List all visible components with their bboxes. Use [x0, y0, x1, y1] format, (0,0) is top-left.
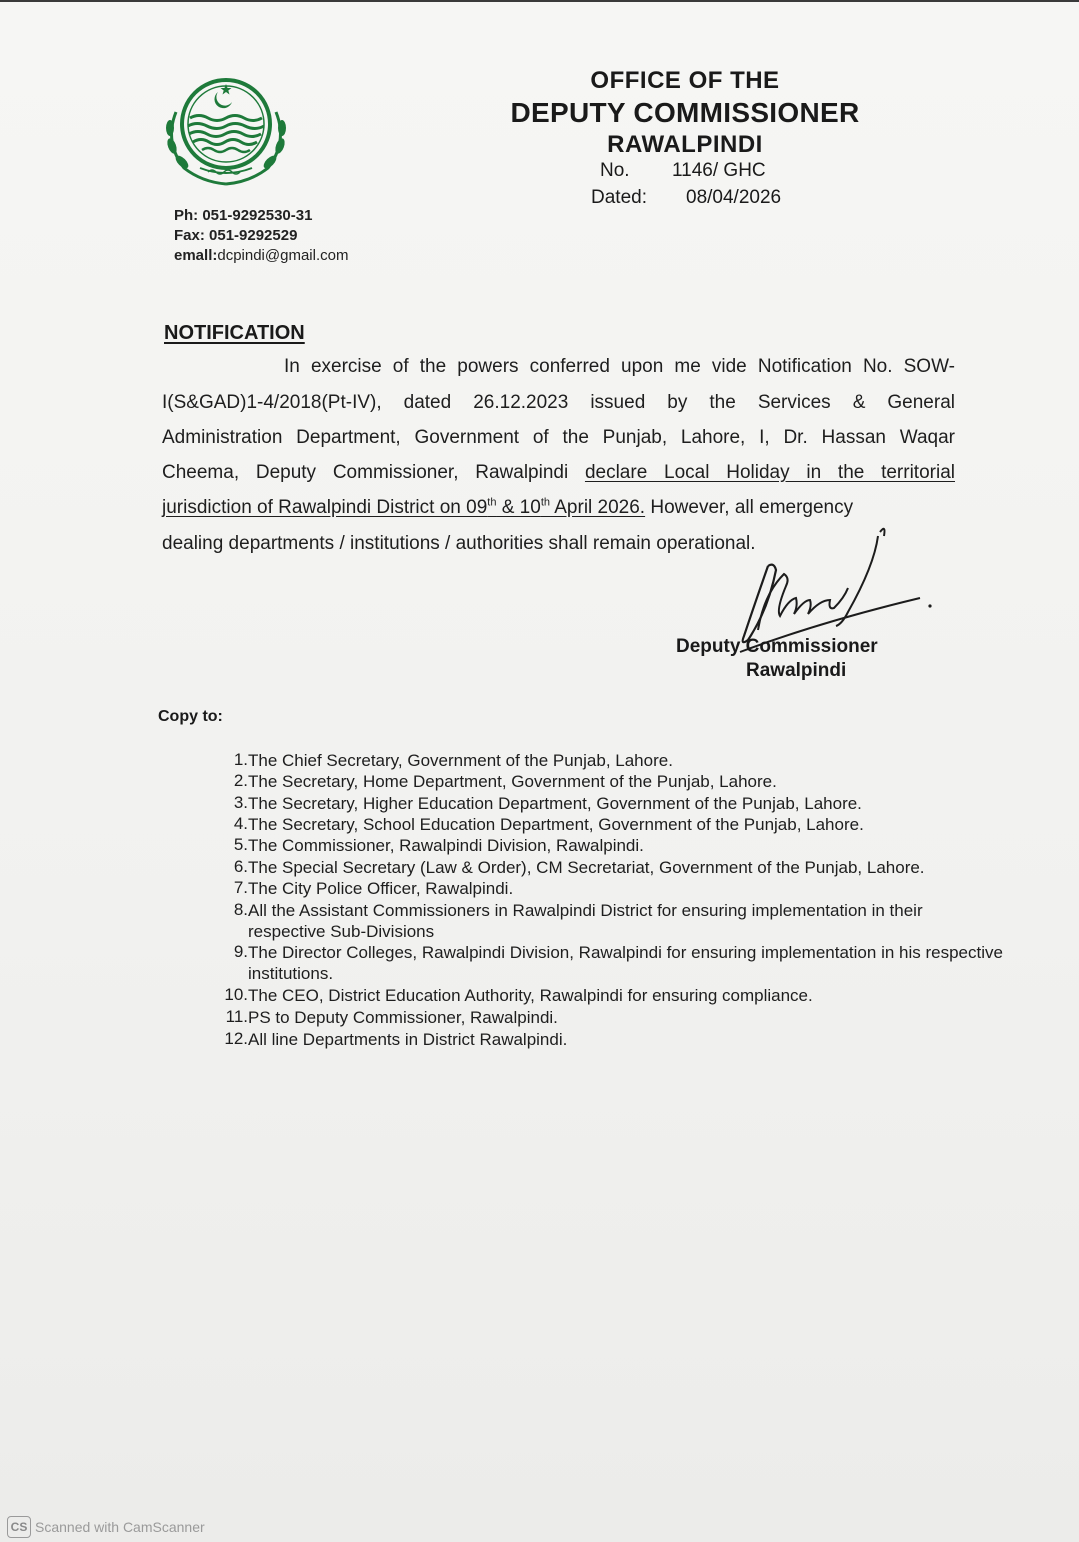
holiday-dates-part-2: & 10: [496, 497, 541, 518]
recipient-number: 4.: [233, 814, 248, 833]
recipient-text: The Secretary, Home Department, Government of the Punjab, Lahore.: [248, 772, 777, 791]
recipient-text: The City Police Officer, Rawalpindi.: [248, 879, 514, 898]
recipient-number: 6.: [233, 857, 248, 876]
email-address: dcpindi@gmail.com: [217, 247, 349, 264]
copy-to-label: Copy to:: [158, 708, 223, 725]
recipient-number: 1.: [233, 750, 248, 769]
top-edge-line: [0, 0, 1079, 2]
body-line-6: dealing departments / institutions / authorities shall remain operational.: [162, 533, 756, 554]
contact-block: [174, 206, 348, 266]
body-line-1: In exercise of the powers conferred upon me vide Notification No. SOW-: [284, 356, 955, 377]
recipient-text: All line Departments in District Rawalpindi.: [248, 1030, 568, 1049]
office-line-2: DEPUTY COMMISSIONER: [510, 97, 860, 128]
recipient-text: PS to Deputy Commissioner, Rawalpindi.: [248, 1008, 558, 1027]
recipient-text: The Chief Secretary, Government of the Punjab, Lahore.: [248, 751, 673, 770]
holiday-declaration: declare Local Holiday in the territorial: [584, 462, 955, 483]
recipient-number: 3.: [233, 793, 248, 812]
punjab-government-emblem-icon: [156, 72, 296, 188]
signatory-location: Rawalpindi: [746, 660, 847, 681]
body-line-3: Administration Department, Government of the Punjab, Lahore, I, Dr. Hassan Waqar: [162, 427, 955, 448]
recipient-text: The Special Secretary (Law & Order), CM Secretariat, Government of the Punjab, Lahore.: [248, 858, 925, 877]
recipient-number: 11.: [225, 1007, 248, 1026]
office-heading: [460, 66, 910, 160]
holiday-dates-part-1: jurisdiction of Rawalpindi District on 09: [162, 497, 488, 518]
camscanner-watermark: [7, 1516, 205, 1538]
recipient-text: The Director Colleges, Rawalpindi Division, Rawalpindi for ensuring implementation in his respective institutions.: [248, 943, 1003, 983]
recipient-number: 5.: [233, 835, 248, 854]
recipient-number: 7.: [233, 878, 248, 897]
holiday-dates-part-3: April 2026.: [550, 497, 646, 518]
notification-heading: NOTIFICATION: [164, 322, 305, 344]
reference-number: 1146/ GHC: [672, 160, 766, 181]
recipient-text: The CEO, District Education Authority, Rawalpindi for ensuring compliance.: [248, 986, 813, 1005]
signatory-designation: Deputy Commissioner: [676, 636, 878, 657]
superscript-th-2: th: [540, 496, 551, 509]
recipient-text: All the Assistant Commissioners in Rawalpindi District for ensuring implementation in their respective Sub-Divisions: [248, 901, 923, 941]
email-label: emall:: [174, 247, 218, 264]
recipient-number: 12.: [224, 1029, 248, 1048]
recipient-number: 9.: [233, 942, 248, 961]
office-line-1: OFFICE OF THE: [590, 67, 780, 94]
recipient-number: 2.: [233, 771, 248, 790]
holiday-dates: [162, 497, 645, 518]
body-line-5-tail: However, all emergency: [645, 497, 854, 518]
reference-number-label: No.: [600, 160, 630, 181]
fax-number: Fax: 051-9292529: [174, 227, 298, 244]
body-line-2: I(S&GAD)1-4/2018(Pt-IV), dated 26.12.2023 issued by the Services & General: [162, 392, 955, 413]
recipient-text: The Commissioner, Rawalpindi Division, Rawalpindi.: [248, 836, 644, 855]
recipient-number: 8.: [233, 900, 248, 919]
recipient-text: The Secretary, School Education Department, Government of the Punjab, Lahore.: [248, 815, 864, 834]
phone-number: Ph: 051-9292530-31: [174, 207, 313, 224]
signatory-block: [676, 636, 896, 681]
body-line-4: [162, 462, 955, 484]
superscript-th-1: th: [487, 496, 497, 509]
date-value: 08/04/2026: [686, 187, 782, 208]
body-line-5: [162, 497, 955, 519]
recipient-text: The Secretary, Higher Education Department, Government of the Punjab, Lahore.: [248, 794, 862, 813]
body-line-4-plain: Cheema, Deputy Commissioner, Rawalpindi: [162, 462, 585, 483]
office-line-3: RAWALPINDI: [607, 131, 763, 158]
recipient-number: 10.: [224, 985, 248, 1004]
email-line: [174, 246, 348, 266]
date-label: Dated:: [591, 187, 647, 208]
camscanner-logo-icon: CS: [7, 1516, 31, 1538]
camscanner-text: Scanned with CamScanner: [35, 1519, 205, 1535]
